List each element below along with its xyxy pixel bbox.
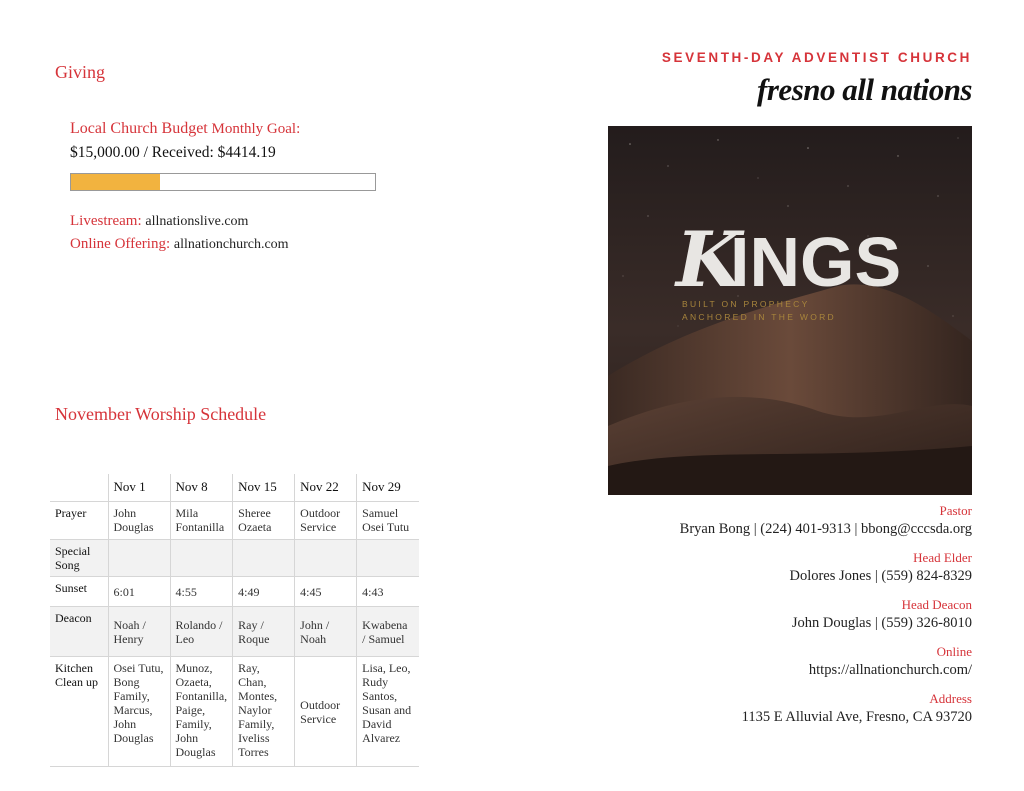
contacts-section xyxy=(612,503,972,738)
schedule-header-cell: Nov 8 xyxy=(170,474,233,502)
schedule-cell: Sheree Ozaeta xyxy=(233,502,295,540)
budget-progress-bar xyxy=(70,173,376,191)
online-offering-label: Online Offering: xyxy=(70,236,171,252)
schedule-row xyxy=(50,657,419,767)
schedule-cell: Samuel Osei Tutu xyxy=(357,502,419,540)
livestream-line xyxy=(70,210,289,233)
schedule-cell: 4:49 xyxy=(233,577,295,607)
schedule-cell: John / Noah xyxy=(295,607,357,657)
schedule-cell xyxy=(108,540,170,577)
contact-role: Head Deacon xyxy=(901,597,972,612)
schedule-row xyxy=(50,607,419,657)
schedule-row xyxy=(50,540,419,577)
schedule-cell: 6:01 xyxy=(108,577,170,607)
schedule-cell: John Douglas xyxy=(108,502,170,540)
schedule-row xyxy=(50,502,419,540)
contact-line[interactable]: https://allnationchurch.com/ xyxy=(808,662,972,678)
schedule-header-cell: Nov 15 xyxy=(233,474,295,502)
church-subname: fresno all nations xyxy=(757,72,972,107)
schedule-header-cell: Nov 22 xyxy=(295,474,357,502)
schedule-header-row xyxy=(50,474,419,502)
contact-role: Online xyxy=(936,644,972,659)
contact-line: John Douglas | (559) 326-8010 xyxy=(791,615,972,631)
contact-line: 1135 E Alluvial Ave, Fresno, CA 93720 xyxy=(741,709,972,725)
contact-role: Pastor xyxy=(939,503,972,518)
artwork-svg xyxy=(608,126,972,495)
budget-label: Local Church Budget xyxy=(70,120,208,137)
sermon-series-artwork xyxy=(608,126,972,495)
budget-progress-fill xyxy=(71,174,160,190)
online-offering-link[interactable]: allnationchurch.com xyxy=(173,237,289,252)
schedule-row-label: Kitchen Clean up xyxy=(50,657,108,767)
online-offering-line xyxy=(70,233,289,256)
budget-section xyxy=(70,117,300,165)
budget-values: $15,000.00 / Received: $4414.19 xyxy=(70,144,276,161)
schedule-cell: Munoz, Ozaeta, Fontanilla, Paige, Family, John Douglas xyxy=(170,657,233,767)
livestream-label: Livestream: xyxy=(70,213,142,229)
artwork-tagline-2: ANCHORED IN THE WORD xyxy=(682,312,836,322)
monthly-goal-label: Monthly Goal: xyxy=(211,121,301,137)
schedule-cell xyxy=(357,540,419,577)
schedule-cell: Noah / Henry xyxy=(108,607,170,657)
schedule-cell: Outdoor Service xyxy=(295,657,357,767)
schedule-header-cell: Nov 1 xyxy=(108,474,170,502)
contact-line: Dolores Jones | (559) 824-8329 xyxy=(789,568,972,584)
schedule-title: November Worship Schedule xyxy=(55,404,267,424)
schedule-cell: Lisa, Leo, Rudy Santos, Susan and David Alvarez xyxy=(357,657,419,767)
schedule-cell: Osei Tutu, Bong Family, Marcus, John Douglas xyxy=(108,657,170,767)
church-name: SEVENTH-DAY ADVENTIST CHURCH xyxy=(661,50,972,65)
contact-role: Head Elder xyxy=(913,550,972,565)
schedule-cell: 4:43 xyxy=(357,577,419,607)
schedule-cell: 4:45 xyxy=(295,577,357,607)
schedule-cell: Kwabena / Samuel xyxy=(357,607,419,657)
contact-role: Address xyxy=(929,691,972,706)
schedule-header-cell: Nov 29 xyxy=(357,474,419,502)
schedule-cell xyxy=(295,540,357,577)
giving-links xyxy=(70,210,289,256)
schedule-cell: Rolando / Leo xyxy=(170,607,233,657)
artwork-tagline-1: BUILT ON PROPHECY xyxy=(682,299,810,309)
schedule-cell: 4:55 xyxy=(170,577,233,607)
schedule-cell: Ray, Chan, Montes, Naylor Family, Iveliss Torres xyxy=(233,657,295,767)
artwork-title-initial: K xyxy=(676,215,743,304)
schedule-row xyxy=(50,577,419,607)
schedule-cell: Outdoor Service xyxy=(295,502,357,540)
contact-line: Bryan Bong | (224) 401-9313 | bbong@cccsda.org xyxy=(679,521,972,537)
schedule-row-label: Deacon xyxy=(50,607,108,657)
schedule-cell xyxy=(233,540,295,577)
livestream-link[interactable]: allnationslive.com xyxy=(145,214,249,229)
schedule-row-label: Special Song xyxy=(50,540,108,577)
giving-title: Giving xyxy=(55,62,106,82)
worship-schedule-table xyxy=(50,474,419,767)
schedule-cell: Mila Fontanilla xyxy=(170,502,233,540)
schedule-row-label: Sunset xyxy=(50,577,108,607)
schedule-cell: Ray / Roque xyxy=(233,607,295,657)
schedule-row-label: Prayer xyxy=(50,502,108,540)
schedule-cell xyxy=(170,540,233,577)
schedule-header-cell xyxy=(50,474,108,502)
artwork-title-rest: INGS xyxy=(730,223,902,301)
